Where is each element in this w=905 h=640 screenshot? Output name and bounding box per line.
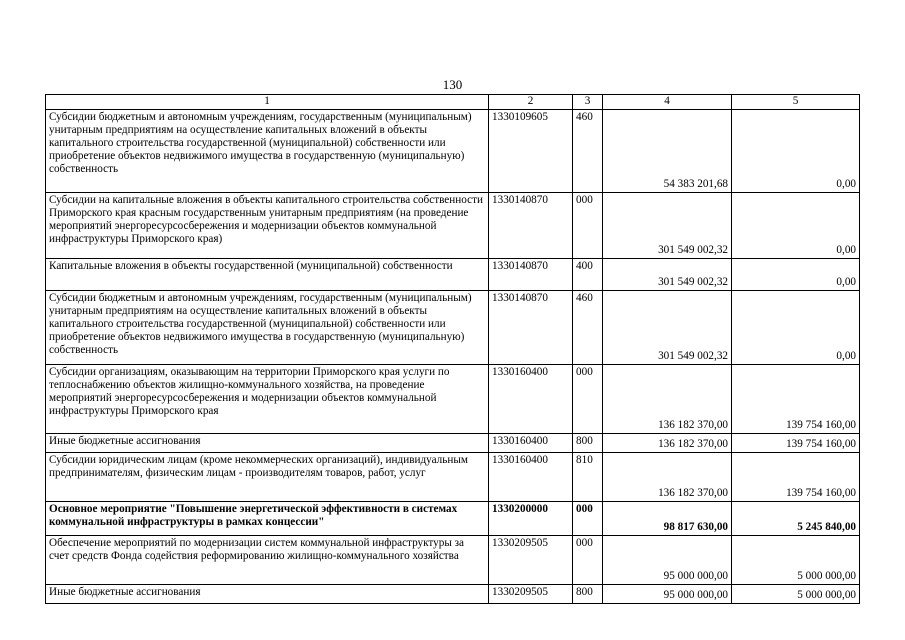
row-value-4: 136 182 370,00 (603, 434, 732, 453)
row-value-4: 301 549 002,32 (603, 193, 732, 259)
row-type: 800 (573, 585, 603, 604)
row-code: 1330140870 (489, 259, 573, 291)
column-header: 1 (46, 95, 489, 110)
row-type: 400 (573, 259, 603, 291)
row-description: Субсидии организациям, оказывающим на территории Приморского края услуги по теплоснабжению объектов жилищно-коммунального хозяйства, на проведение мероприятий энергоресурсосбережения и модернизации объектов коммунальной инфраструктуры Приморского края (46, 365, 489, 434)
row-value-4: 136 182 370,00 (603, 453, 732, 502)
row-value-4: 136 182 370,00 (603, 365, 732, 434)
column-header: 3 (573, 95, 603, 110)
column-header: 4 (603, 95, 732, 110)
row-description: Основное мероприятие "Повышение энергетической эффективности в системах коммунальной инфраструктуры в рамках концессии" (46, 502, 489, 536)
row-type: 460 (573, 291, 603, 365)
table-row (46, 453, 860, 502)
row-code: 1330109605 (489, 110, 573, 193)
table-row (46, 365, 860, 434)
row-type: 000 (573, 365, 603, 434)
row-value-5: 139 754 160,00 (732, 434, 860, 453)
table-row (46, 291, 860, 365)
row-value-5: 0,00 (732, 259, 860, 291)
row-code: 1330209505 (489, 536, 573, 585)
row-value-5: 0,00 (732, 110, 860, 193)
page-number: 130 (442, 77, 463, 92)
row-description: Иные бюджетные ассигнования (46, 434, 489, 453)
table-row (46, 110, 860, 193)
row-type: 000 (573, 193, 603, 259)
row-type: 810 (573, 453, 603, 502)
row-code: 1330160400 (489, 365, 573, 434)
row-type: 460 (573, 110, 603, 193)
row-code: 1330160400 (489, 434, 573, 453)
row-description: Обеспечение мероприятий по модернизации систем коммунальной инфраструктуры за счет средств Фонда содействия реформированию жилищно-коммунального хозяйства (46, 536, 489, 585)
row-description: Иные бюджетные ассигнования (46, 585, 489, 604)
row-value-4: 301 549 002,32 (603, 291, 732, 365)
row-description: Субсидии бюджетным и автономным учреждениям, государственным (муниципальным) унитарным предприятиям на осуществление капитальных вложений в объекты капитального строительства государственной (муниципальной) собственности или приобретение объектов недвижимого имущества в государственную (муниципальную) собственность (46, 291, 489, 365)
row-code: 1330140870 (489, 193, 573, 259)
table-row (46, 434, 860, 453)
table-row (46, 193, 860, 259)
table-row (46, 585, 860, 604)
column-header: 5 (732, 95, 860, 110)
row-type: 000 (573, 502, 603, 536)
table-row (46, 536, 860, 585)
table-row (46, 259, 860, 291)
row-value-4: 54 383 201,68 (603, 110, 732, 193)
row-value-5: 5 245 840,00 (732, 502, 860, 536)
row-code: 1330209505 (489, 585, 573, 604)
row-code: 1330200000 (489, 502, 573, 536)
row-value-5: 139 754 160,00 (732, 365, 860, 434)
row-code: 1330140870 (489, 291, 573, 365)
row-value-4: 301 549 002,32 (603, 259, 732, 291)
row-value-4: 95 000 000,00 (603, 585, 732, 604)
table-header-row (46, 95, 860, 110)
row-value-4: 95 000 000,00 (603, 536, 732, 585)
row-value-5: 5 000 000,00 (732, 585, 860, 604)
table-row (46, 502, 860, 536)
budget-table (45, 94, 860, 604)
row-type: 800 (573, 434, 603, 453)
row-value-5: 0,00 (732, 291, 860, 365)
row-value-5: 139 754 160,00 (732, 453, 860, 502)
row-value-5: 5 000 000,00 (732, 536, 860, 585)
column-header: 2 (489, 95, 573, 110)
row-value-4: 98 817 630,00 (603, 502, 732, 536)
row-description: Субсидии юридическим лицам (кроме некоммерческих организаций), индивидуальным предпринимателям, физическим лицам - производителям товаров, работ, услуг (46, 453, 489, 502)
row-code: 1330160400 (489, 453, 573, 502)
row-description: Субсидии бюджетным и автономным учреждениям, государственным (муниципальным) унитарным предприятиям на осуществление капитальных вложений в объекты капитального строительства государственной (муниципальной) собственности или приобретение объектов недвижимого имущества в государственную (муниципальную) собственность (46, 110, 489, 193)
row-type: 000 (573, 536, 603, 585)
row-value-5: 0,00 (732, 193, 860, 259)
row-description: Субсидии на капитальные вложения в объекты капитального строительства собственности Приморского края красным государственным унитарным предприятиям (на проведение мероприятий энергоресурсосбережения и модернизации объектов коммунальной инфраструктуры Приморского края) (46, 193, 489, 259)
row-description: Капитальные вложения в объекты государственной (муниципальной) собственности (46, 259, 489, 291)
